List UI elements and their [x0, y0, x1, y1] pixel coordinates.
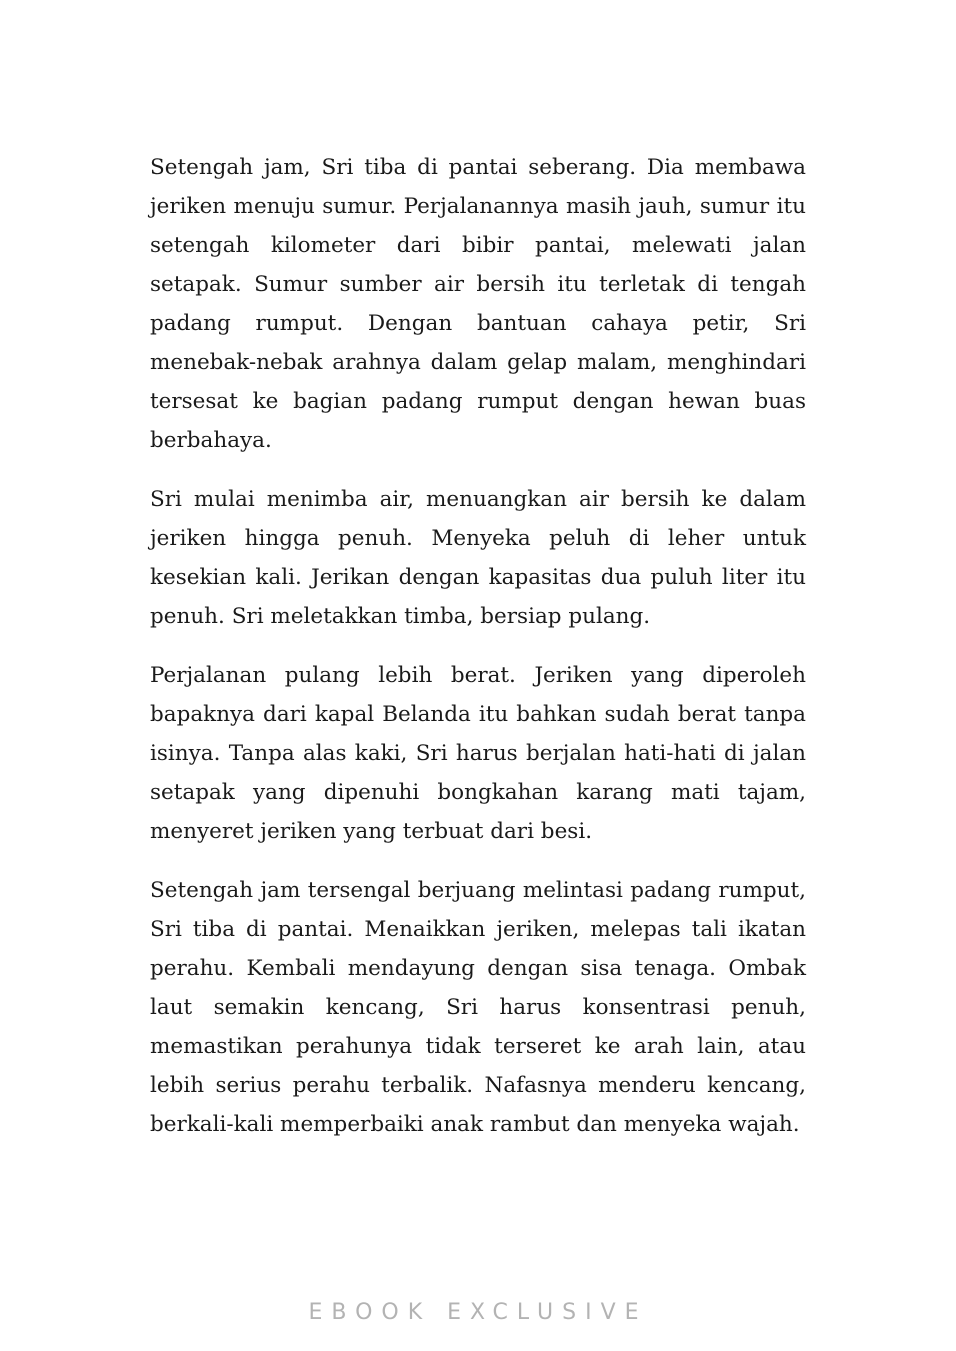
paragraph-3: Perjalanan pulang lebih berat. Jeriken yang diperoleh bapaknya dari kapal Belanda itu bahkan sudah berat tanpa isinya. Tanpa alas kaki, Sri harus berjalan hati-hati di jalan setapak yang dipenuhi bongkahan karang mati tajam, menyeret jeriken yang terbuat dari besi.: [150, 663, 806, 844]
paragraph-1: Setengah jam, Sri tiba di pantai seberang. Dia membawa jeriken menuju sumur. Perjalanannya masih jauh, sumur itu setengah kilometer dari bibir pantai, melewati jalan setapak. Sumur sumber air bersih itu terletak di tengah padang rumput. Dengan bantuan cahaya petir, Sri menebak-nebak arahnya dalam gelap malam, menghindari tersesat ke bagian padang rumput dengan hewan buas berbahaya.: [150, 155, 806, 453]
page-body: [150, 148, 806, 1164]
paragraph-4: Setengah jam tersengal berjuang melintasi padang rumput, Sri tiba di pantai. Menaikkan jeriken, melepas tali ikatan perahu. Kembali mendayung dengan sisa tenaga. Ombak laut semakin kencang, Sri harus konsentrasi penuh, memastikan perahunya tidak terseret ke arah lain, atau lebih serius perahu terbalik. Nafasnya menderu kencang, berkali-kali memperbaiki anak rambut dan menyeka wajah.: [150, 878, 806, 1137]
footer-watermark: EBOOK EXCLUSIVE: [308, 1300, 648, 1325]
paragraph-2: Sri mulai menimba air, menuangkan air bersih ke dalam jeriken hingga penuh. Menyeka peluh di leher untuk kesekian kali. Jerikan dengan kapasitas dua puluh liter itu penuh. Sri meletakkan timba, bersiap pulang.: [150, 487, 806, 629]
